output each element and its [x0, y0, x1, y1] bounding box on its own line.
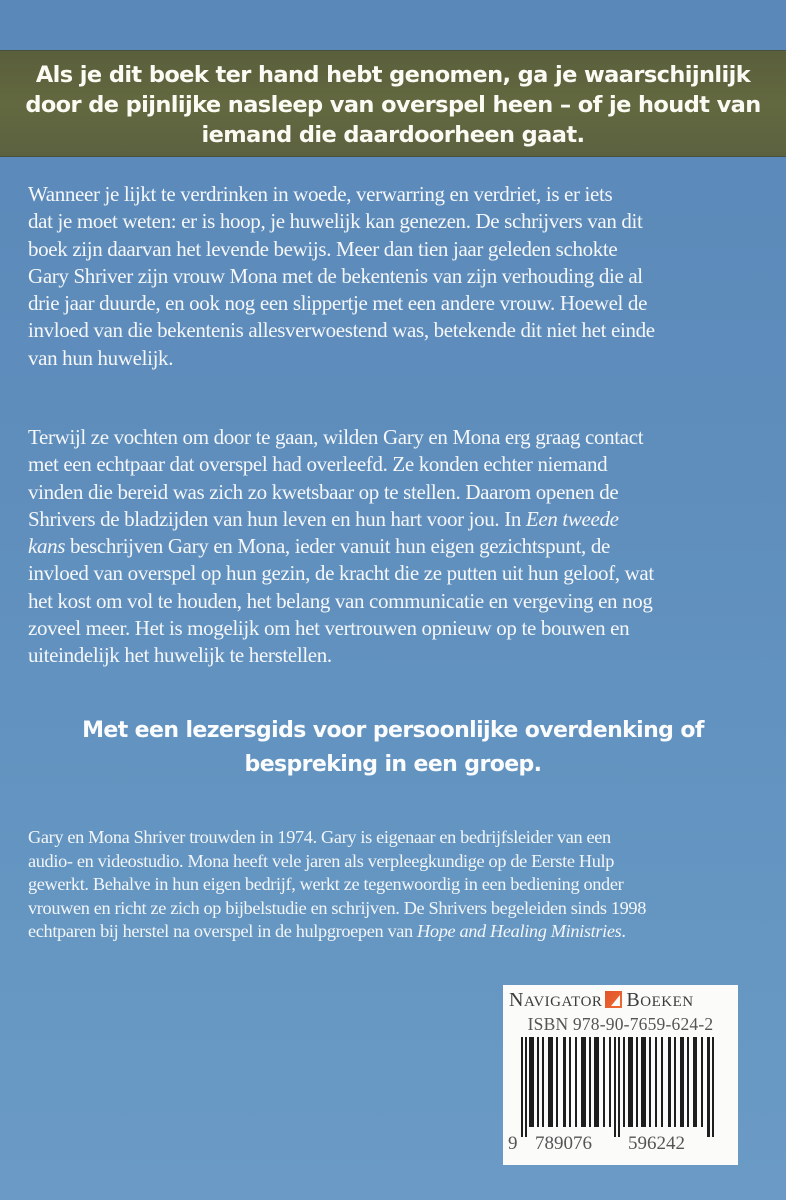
barcode-icon: [521, 1037, 721, 1145]
paragraph-line: dat je moet weten: er is hoop, je huwelijk kan genezen. De schrijvers van dit: [28, 209, 643, 234]
paragraph-line: het kost om vol te houden, het belang van communicatie en vergeving en nog: [28, 588, 653, 613]
paragraph-line: Gary Shriver zijn vrouw Mona met de bekentenis van zijn verhouding die al: [28, 263, 643, 288]
paragraph-line: invloed van overspel op hun gezin, de kracht die ze putten uit hun geloof, wat: [28, 561, 654, 586]
barcode-digit-group: 596242: [628, 1133, 685, 1154]
paragraph-line: Wanneer je lijkt te verdrinken in woede, verwarring en verdriet, is er iets: [28, 182, 613, 206]
bio-line: audio- en videostudio. Mona heeft vele jaren als verpleegkundige op de Eerste Hulp: [28, 850, 615, 871]
book-title: kans: [28, 534, 66, 559]
headline-line: Als je dit boek ter hand hebt genomen, ga je waarschijnlijk: [35, 62, 751, 88]
subtitle-line: Met een lezersgids voor persoonlijke overdenking of: [82, 718, 704, 743]
headline-banner: [0, 50, 786, 157]
barcode-label: [503, 985, 738, 1165]
paragraph-line: zoveel meer. Het is mogelijk om het vertrouwen opnieuw op te bouwen en: [28, 616, 630, 641]
intro-paragraph: [28, 181, 768, 372]
bio-line: Gary en Mona Shriver trouwden in 1974. Gary is eigenaar en bedrijfsleider van een: [28, 827, 611, 847]
publisher-name-rest: AVIGATOR: [523, 994, 603, 1010]
reader-guide-subtitle: [0, 714, 786, 782]
bio-text: .: [621, 921, 626, 942]
bio-line: [28, 920, 768, 944]
headline-line: door de pijnlijke nasleep van overspel heen – of je houdt van: [25, 92, 761, 118]
paragraph-line: boek zijn daarvan het levende bewijs. Meer dan tien jaar geleden schokte: [28, 236, 618, 261]
paragraph-line: uiteindelijk het huwelijk te herstellen.: [28, 643, 332, 668]
paragraph-line: invloed van die bekentenis allesverwoestend was, betekende dit niet het einde: [28, 318, 655, 343]
barcode-digit: 9: [508, 1133, 518, 1154]
paragraph-line: [28, 506, 768, 533]
paragraph-line: drie jaar duurde, en ook nog een slippertje met een andere vrouw. Hoewel de: [28, 291, 648, 316]
paragraph-line: vinden die bereid was zich zo kwetsbaar op te stellen. Daarom openen de: [28, 479, 619, 504]
navigator-logo-icon: [605, 991, 622, 1008]
publisher-name-rest: OEKEN: [640, 994, 694, 1010]
headline-line: iemand die daardoorheen gaat.: [201, 122, 585, 148]
bio-text: echtparen bij herstel na overspel in de hulpgroepen van: [28, 921, 418, 942]
bio-line: vrouwen en richt ze zich op bijbelstudie en schrijven. De Shrivers begeleiden sinds 1998: [28, 897, 647, 918]
paragraph-line: met een echtpaar dat overspel had overleefd. Ze konden echter niemand: [28, 452, 608, 477]
ministry-name: Hope and Healing Ministries: [417, 921, 622, 942]
barcode-digits: [503, 1133, 738, 1155]
barcode-digit-group: 789076: [535, 1133, 592, 1154]
paragraph-line: van hun huwelijk.: [28, 345, 174, 370]
book-title: Een tweede: [525, 506, 619, 531]
headline-text: [0, 60, 786, 150]
paragraph-text: beschrijven Gary en Mona, ieder vanuit hun eigen gezichtspunt, de: [65, 534, 610, 559]
publisher-name-initial: N: [509, 989, 524, 1011]
isbn-number: ISBN 978-90-7659-624-2: [527, 1014, 714, 1034]
body-paragraph: [28, 424, 768, 670]
bio-line: gewerkt. Behalve in hun eigen bedrijf, werkt ze tegenwoordig in een bediening onder: [28, 874, 624, 895]
paragraph-line: Terwijl ze vochten om door te gaan, wilden Gary en Mona erg graag contact: [28, 425, 644, 449]
paragraph-line: [28, 533, 768, 560]
publisher-name-initial: B: [626, 989, 641, 1011]
publisher-logo: [509, 987, 735, 1013]
paragraph-text: Shrivers de bladzijden van hun leven en hun hart voor jou. In: [28, 506, 526, 531]
subtitle-line: bespreking in een groep.: [244, 752, 542, 777]
author-bio: [28, 826, 768, 944]
